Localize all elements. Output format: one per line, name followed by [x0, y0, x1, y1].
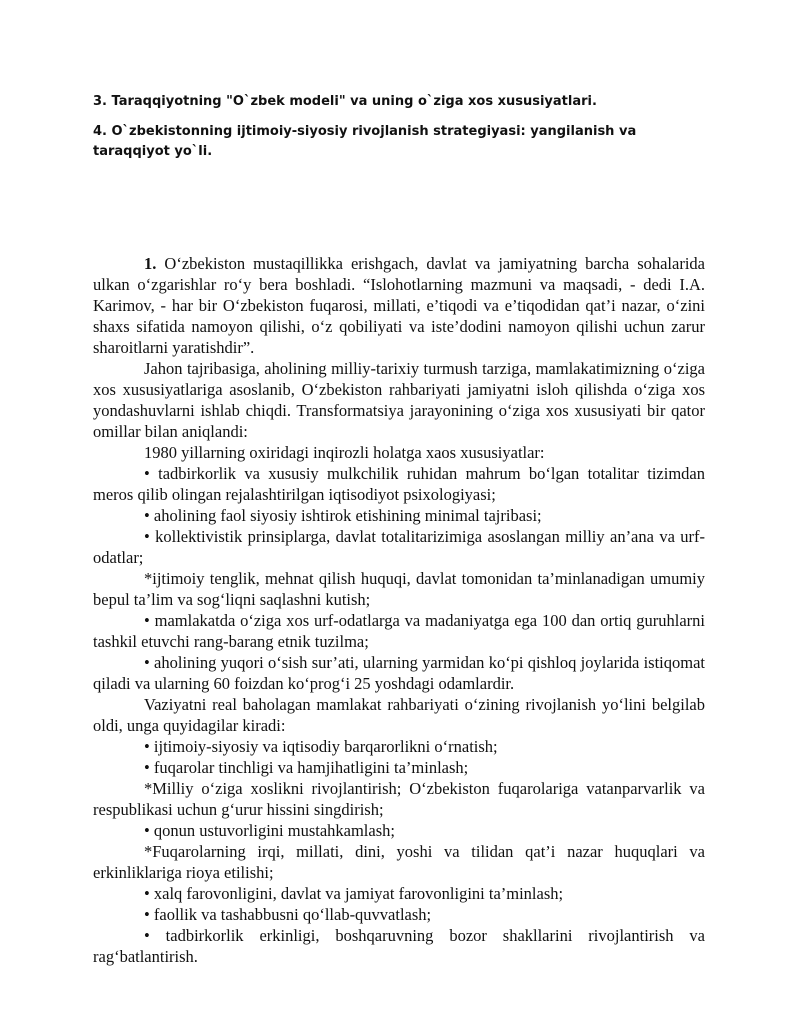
- paragraph-2: Jahon tajribasiga, aholining milliy-tarixiy turmush tarziga, mamlakatimizning o‘ziga xos xususiyatlariga asoslanib, O‘zbekiston rahbariyati jamiyatni isloh qilishda o‘ziga xos yondashuvlarni ishlab chiqdi. Transformatsiya jarayonining o‘ziga xos xususiyati bir qator omillar bilan aniqlandi:: [93, 359, 705, 441]
- list-item: • ijtimoiy-siyosiy va iqtisodiy barqarorlikni o‘rnatish;: [144, 737, 498, 756]
- heading-4: 4. O`zbekistonning ijtimoiy-siyosiy rivojlanish strategiyasi: yangilanish va taraqqiyot yo`li.: [93, 124, 637, 159]
- list-item: *Fuqarolarning irqi, millati, dini, yoshi va tilidan qat’i nazar huquqlari va erkinliklariga rioya etilishi;: [93, 842, 705, 882]
- list-item: • aholining faol siyosiy ishtirok etishining minimal tajribasi;: [144, 506, 542, 525]
- list-item: *Milliy o‘ziga xoslikni rivojlantirish; O‘zbekiston fuqarolariga vatanparvarlik va respublikasi uchun g‘urur hissini singdirish;: [93, 779, 705, 819]
- paragraph-10: Vaziyatni real baholagan mamlakat rahbariyati o‘zining rivojlanish yo‘lini belgilab oldi, unga quyidagilar kiradi:: [93, 695, 705, 735]
- heading-3: 3. Taraqqiyotning "O`zbek modeli" va uning o`ziga xos xususiyatlari.: [93, 94, 597, 109]
- list-item: • aholining yuqori o‘sish sur’ati, ularning yarmidan ko‘pi qishloq joylarida istiqomat qiladi va ularning 60 foizdan ko‘prog‘i 25 yoshdagi odamlardir.: [93, 653, 705, 693]
- body-text: [93, 253, 705, 967]
- list-item: • mamlakatda o‘ziga xos urf-odatlarga va madaniyatga ega 100 dan ortiq guruhlarni tashkil etuvchi rang-barang etnik tuzilma;: [93, 611, 705, 651]
- list-item: • tadbirkorlik erkinligi, boshqaruvning bozor shakllarini rivojlantirish va rag‘batlantirish.: [93, 926, 705, 966]
- list-item: *ijtimoiy tenglik, mehnat qilish huquqi, davlat tomonidan ta’minlanadigan umumiy bepul ta’lim va sog‘liqni saqlashni kutish;: [93, 569, 705, 609]
- list-item: • tadbirkorlik va xususiy mulkchilik ruhidan mahrum bo‘lgan totalitar tizimdan meros qilib olingan rejalashtirilgan iqtisodiyot psixologiyasi;: [93, 464, 705, 504]
- list-item: • faollik va tashabbusni qo‘llab-quvvatlash;: [144, 905, 432, 924]
- list-item: • kollektivistik prinsiplarga, davlat totalitarizimiga asoslangan milliy an’ana va urf-odatlar;: [93, 527, 705, 567]
- list-item: • xalq farovonligini, davlat va jamiyat farovonligini ta’minlash;: [144, 884, 564, 903]
- paragraph-1-text: O‘zbekiston mustaqillikka erishgach, davlat va jamiyatning barcha sohalarida ulkan o‘zgarishlar ro‘y bera boshladi. “Islohotlarning mazmuni va maqsadi, - dedi I.A. Karimov, - har bir O‘zbekiston fuqarosi, millati, e’tiqodi va e’tiqodidan qat’i nazar, o‘zini shaxs sifatida namoyon qilishi, o‘z qobiliyati va iste’dodini namoyon qilishi uchun zarur sharoitlarni yaratishdir”.: [93, 254, 705, 357]
- paragraph-number: 1.: [144, 254, 157, 273]
- paragraph-3: 1980 yillarning oxiridagi inqirozli holatga xaos xususiyatlar:: [144, 443, 545, 462]
- list-item: • fuqarolar tinchligi va hamjihatligini ta’minlash;: [144, 758, 469, 777]
- list-item: • qonun ustuvorligini mustahkamlash;: [144, 821, 395, 840]
- paragraph-1: [93, 253, 705, 358]
